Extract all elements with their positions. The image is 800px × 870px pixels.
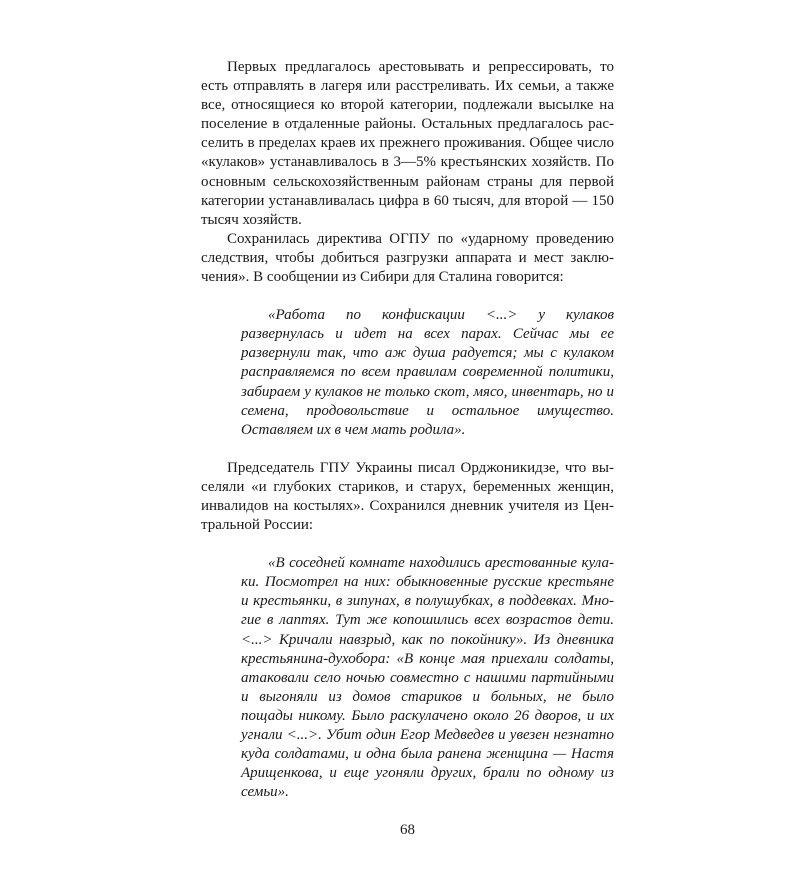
blockquote-siberia-report <box>241 306 614 440</box>
quote-diary-text: «В соседней комнате находились арестованные кулаки. Посмотрел на них: обыкновенные русские крестьяне и крестьянки, в зипунах, в полушубках, в поддевках. Многие в лаптях. Тут же копошились всех возрастов дети. <...> Кричали навзрыд, как по покойнику». Из дневника крестьянина-духобора: «В конце мая приехали солдаты, атаковали село ночью совместно с нашими партийными и выгоняли из домов стариков и больных, не было пощады никому. Было раскулачено около 26 дворов, и их угнали <...>. Убит один Егор Медведев и увезен незнатно куда солдатами, и одна была ранена женщина — Настя Арищенкова, и еще угоняли других, брали по одному из семьи». <box>241 555 614 801</box>
page-number: 68 <box>400 822 415 839</box>
paragraph-repression-plan: Первых предлагалось арестовывать и репрессировать, то есть отправлять в лагеря или расстреливать. Их семьи, а также все, относящиеся ко второй категории, подлежали высылке на поселение в отдаленные районы. Остальных предлагалось расселить в пределах краев их прежнего проживания. Общее число «кулаков» устанавливалось в 3—5% крестьянских хозяйств. По основным сельскохозяйственным районам страны для первой категории устанавливалась цифра в 60 тысяч, для второй — 150 тысяч хозяйств. <box>201 59 614 228</box>
quote-siberia-text: «Работа по конфискации <...> у кулаков развернулась и идет на всех парах. Сейчас мы ее развернули так, что аж душа радуется; мы с кулаком расправляемся по всем правилам современной политики, забираем у кулаков не только скот, мясо, инвентарь, но и семена, продовольствие и остальное имущество. Оставляем их в чем мать родила». <box>241 307 614 438</box>
paragraph-gpu-ukraine: Председатель ГПУ Украины писал Орджоникидзе, что выселяли «и глубоких стариков, и старух, беременных женщин, инвалидов на костылях». Сохранился дневник учителя из Центральной России: <box>201 459 614 534</box>
page-body <box>201 58 614 802</box>
blockquote-teacher-diary <box>241 554 614 802</box>
paragraph-ogpu-directive: Сохранилась директива ОГПУ по «ударному проведению следствия, чтобы добиться разгрузки аппарата и мест заключения». В сообщении из Сибири для Сталина говорится: <box>201 230 614 286</box>
